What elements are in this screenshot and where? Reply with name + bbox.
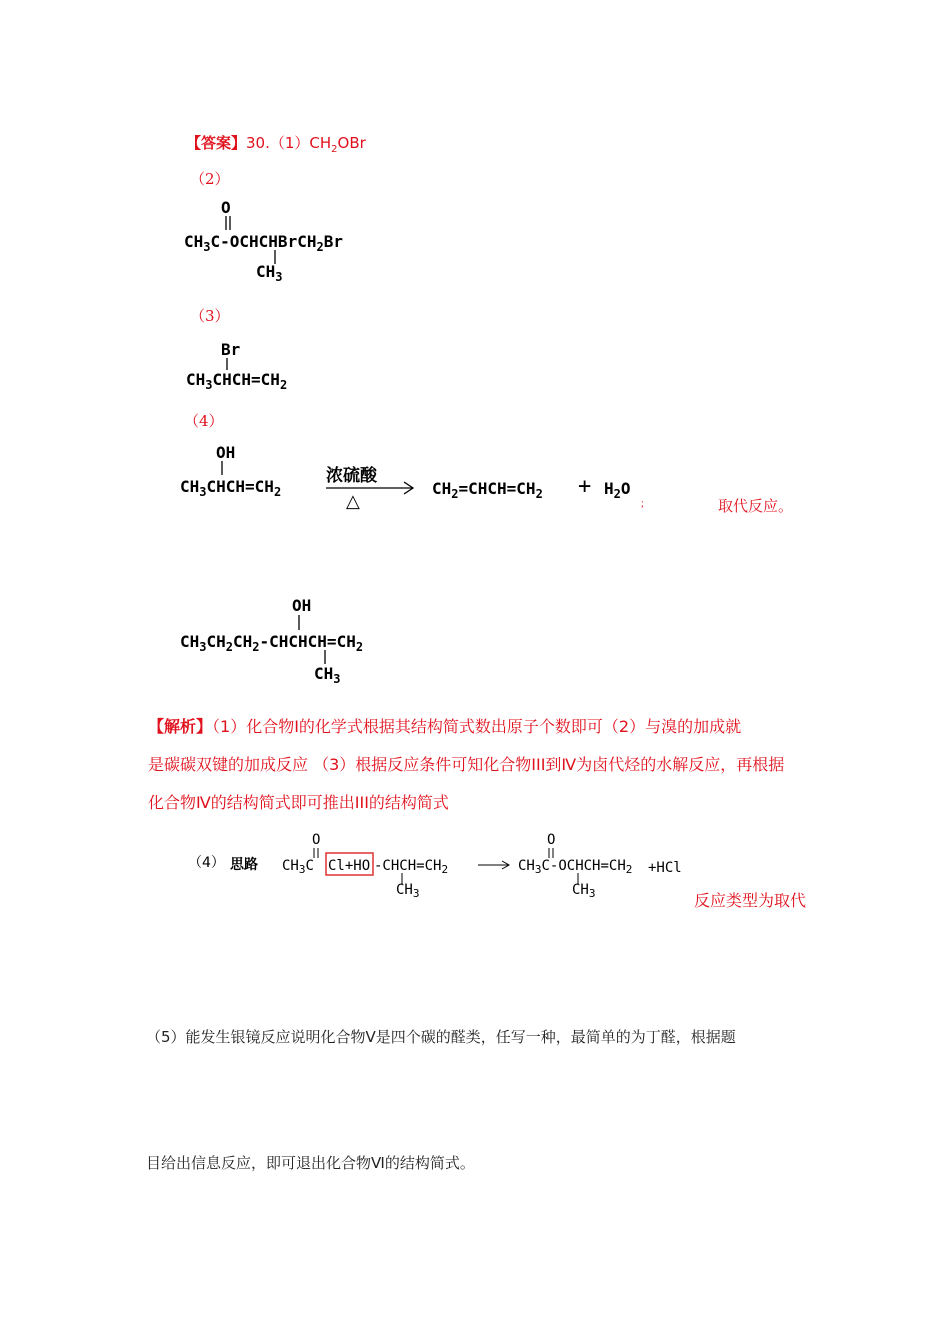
part5-line-1: （5）能发生银镜反应说明化合物Ⅴ是四个碳的醛类，任写一种，最简单的为丁醛，根据题 — [146, 1028, 736, 1046]
s4-oh: OH — [216, 443, 236, 462]
s5-oh: OH — [292, 596, 312, 615]
part5-line-2: 目给出信息反应，即可退出化合物Ⅵ的结构简式。 — [146, 1154, 475, 1172]
route-label: （4） — [188, 855, 225, 871]
analysis-line-3: 化合物Ⅳ的结构简式即可推出III的结构简式 — [148, 793, 449, 812]
analysis-line-1-text: （1）化合物Ⅰ的化学式根据其结构简式数出原子个数即可（2）与溴的加成就 — [212, 717, 742, 736]
s4-reactant: $CH_3CHCH=CH_2$ — [180, 477, 282, 499]
s4-reaction-type: 取代反应。 — [718, 497, 794, 515]
s4-product: $CH_2=CHCH=CH_2$ — [432, 479, 543, 501]
part-2-label: （2） — [190, 170, 230, 188]
route-left: $CH_3C$ — [282, 858, 314, 876]
route-type: 反应类型为取代 — [694, 891, 807, 910]
answer-part1: 30.（1）C — [246, 134, 320, 152]
structure-5 — [180, 596, 420, 688]
analysis-line-1 — [148, 714, 741, 737]
s2-carbonyl-o: O — [221, 198, 231, 217]
route-product-o: O — [547, 832, 556, 848]
s4-separator: ； — [640, 499, 650, 510]
s3-br: Br — [221, 340, 241, 359]
structure-2 — [184, 198, 404, 288]
s5-main: $CH_3CH_2CH_2-CHCHCH=CH_2$ — [180, 632, 364, 654]
route-product-branch: $CH_3$ — [572, 882, 596, 900]
analysis-tag: 【解析】 — [148, 717, 213, 736]
s3-main: $CH_3CHCH=CH_2$ — [186, 370, 288, 392]
answer-tag: 【答案】 — [186, 134, 247, 152]
answer-line — [186, 132, 366, 155]
route-left-o: O — [312, 832, 321, 848]
s5-branch: $CH_3$ — [314, 664, 341, 686]
answer-formula-tail: OBr — [337, 134, 366, 152]
s4-byproduct: $H_2O$ — [604, 479, 631, 501]
route-product: $CH_3C-OCHCH=CH_2$ — [518, 858, 633, 876]
structure-4-reaction — [180, 443, 820, 523]
s2-main: $CH_3C-OCHCHBrCH_2Br$ — [184, 232, 343, 254]
route-boxed: Cl+HO — [328, 858, 371, 874]
structure-3 — [186, 340, 346, 400]
answer-formula-sub: 2 — [331, 144, 338, 155]
part-4-label: （4） — [184, 412, 224, 430]
s4-reagent: 浓硫酸 — [326, 466, 377, 486]
s4-condition: △ — [346, 491, 360, 512]
s4-plus: + — [578, 474, 592, 499]
analysis-line-2: 是碳碳双键的加成反应 （3）根据反应条件可知化合物III到Ⅳ为卤代烃的水解反应，再根据 — [148, 755, 785, 774]
route-mid: $-CHCH=CH_2$ — [374, 858, 449, 876]
answer-formula-h: H — [319, 134, 332, 152]
route-plus-hcl: +HCl — [648, 860, 682, 876]
route-title: 思路 — [230, 857, 258, 873]
route-4 — [186, 832, 836, 912]
part-3-label: （3） — [190, 307, 230, 325]
route-branch: $CH_3$ — [396, 882, 420, 900]
s2-branch: $CH_3$ — [256, 262, 283, 284]
